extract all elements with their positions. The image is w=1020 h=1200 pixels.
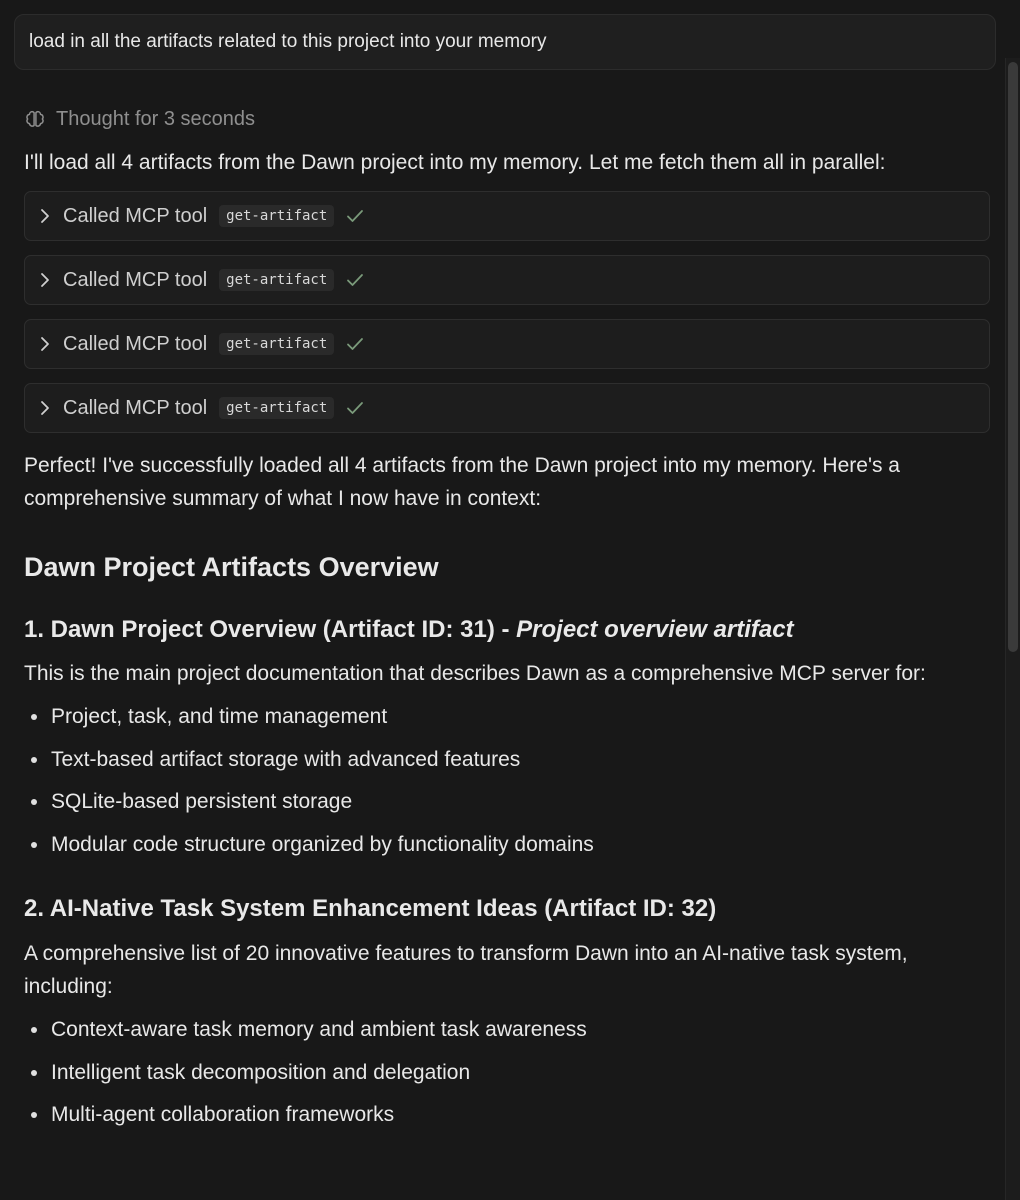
tool-call-row[interactable] — [24, 319, 990, 369]
brain-icon — [24, 108, 46, 130]
chevron-right-icon — [39, 208, 51, 224]
tool-call-list — [24, 191, 990, 433]
list-item: Modular code structure organized by functionality domains — [51, 824, 990, 867]
user-message-text: load in all the artifacts related to this project into your memory — [29, 31, 547, 52]
check-icon — [346, 208, 364, 224]
section-1-title-text: 1. Dawn Project Overview (Artifact ID: 31) - — [24, 616, 517, 643]
scrollbar-thumb[interactable] — [1008, 62, 1018, 652]
tool-call-row[interactable] — [24, 191, 990, 241]
summary-text: Perfect! I've successfully loaded all 4 artifacts from the Dawn project into my memory. Here's a comprehensive summary of what I now have in context: — [24, 454, 900, 510]
overview-heading: Dawn Project Artifacts Overview — [24, 552, 439, 582]
list-item: Intelligent task decomposition and delegation — [51, 1052, 990, 1095]
tool-call-label: Called MCP tool — [63, 204, 208, 227]
user-message — [14, 14, 996, 70]
tool-name-badge: get-artifact — [219, 269, 334, 291]
section-2-title-text: 2. AI-Native Task System Enhancement Ideas (Artifact ID: 32) — [24, 895, 717, 922]
tool-call-row[interactable] — [24, 255, 990, 305]
tool-name-badge: get-artifact — [219, 397, 334, 419]
section-2-description: A comprehensive list of 20 innovative features to transform Dawn into an AI-native task system, including: — [24, 942, 908, 998]
tool-call-label: Called MCP tool — [63, 396, 208, 419]
tool-call-label: Called MCP tool — [63, 332, 208, 355]
list-item: SQLite-based persistent storage — [51, 781, 990, 824]
check-icon — [346, 336, 364, 352]
section-1-description: This is the main project documentation that describes Dawn as a comprehensive MCP server for: — [24, 662, 926, 685]
section-1-bullet-list — [24, 696, 990, 866]
chevron-right-icon — [39, 336, 51, 352]
tool-call-label: Called MCP tool — [63, 268, 208, 291]
check-icon — [346, 272, 364, 288]
tool-name-badge: get-artifact — [219, 205, 334, 227]
chevron-right-icon — [39, 272, 51, 288]
thought-label: Thought for 3 seconds — [56, 107, 256, 130]
section-2-title — [24, 892, 990, 926]
tool-name-badge: get-artifact — [219, 333, 334, 355]
tool-call-row[interactable] — [24, 383, 990, 433]
list-item: Text-based artifact storage with advanced features — [51, 739, 990, 782]
check-icon — [346, 400, 364, 416]
section-1-title — [24, 613, 990, 647]
section-1-title-emphasis: Project overview artifact — [516, 616, 794, 643]
thought-indicator[interactable] — [24, 98, 990, 140]
list-item: Context-aware task memory and ambient task awareness — [51, 1009, 990, 1052]
assistant-response — [24, 98, 990, 1137]
list-item: Project, task, and time management — [51, 696, 990, 739]
section-2-bullet-list — [24, 1009, 990, 1137]
chevron-right-icon — [39, 400, 51, 416]
list-item: Multi-agent collaboration frameworks — [51, 1094, 990, 1137]
intro-text: I'll load all 4 artifacts from the Dawn project into my memory. Let me fetch them all in parallel: — [24, 151, 886, 174]
